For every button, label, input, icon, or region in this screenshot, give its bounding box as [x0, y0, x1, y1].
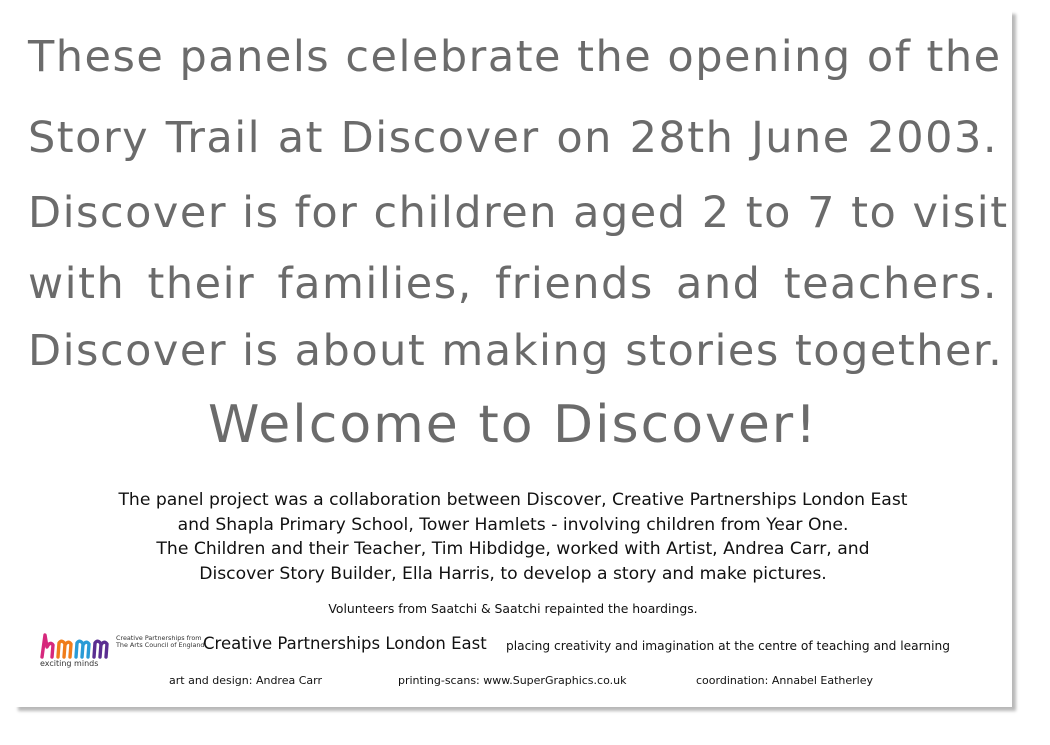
intro-line-1: These panels celebrate the opening of the	[28, 32, 1002, 82]
intro-line-3: Discover is for children aged 2 to 7 to visit	[28, 188, 1009, 238]
partner-name: Creative Partnerships London East	[203, 634, 487, 653]
project-description	[14, 488, 1012, 586]
intro-line-2: Story Trail at Discover on 28th June 2003.	[28, 113, 998, 163]
cp-logo-mark-icon	[40, 633, 114, 659]
logo-org-line-1: Creative Partnerships from	[116, 634, 202, 642]
project-line-1: The panel project was a collaboration between Discover, Creative Partnerships London East	[118, 490, 908, 510]
logo-tagline: exciting minds	[40, 659, 99, 668]
partner-tagline: placing creativity and imagination at the centre of teaching and learning	[506, 639, 950, 653]
project-line-4: Discover Story Builder, Ella Harris, to develop a story and make pictures.	[199, 563, 827, 584]
credit-printing: printing-scans: www.SuperGraphics.co.uk	[398, 674, 627, 687]
project-line-3: The Children and their Teacher, Tim Hibdidge, worked with Artist, Andrea Carr, and	[156, 539, 870, 560]
credit-coordination: coordination: Annabel Eatherley	[696, 674, 873, 687]
welcome-panel	[14, 10, 1012, 707]
intro-line-5: Discover is about making stories together.	[28, 326, 1004, 376]
creative-partnerships-logo	[40, 631, 205, 671]
credit-design: art and design: Andrea Carr	[169, 674, 322, 687]
welcome-heading: Welcome to Discover!	[207, 395, 819, 455]
project-line-2: and Shapla Primary School, Tower Hamlets - involving children from Year One.	[177, 514, 849, 535]
logo-org-text	[116, 635, 205, 650]
volunteers-note: Volunteers from Saatchi & Saatchi repainted the hoardings.	[328, 601, 698, 616]
partner-row	[40, 631, 1000, 671]
intro-line-4: with their families, friends and teachers.	[28, 259, 998, 309]
logo-org-line-2: The Arts Council of England	[116, 641, 205, 650]
